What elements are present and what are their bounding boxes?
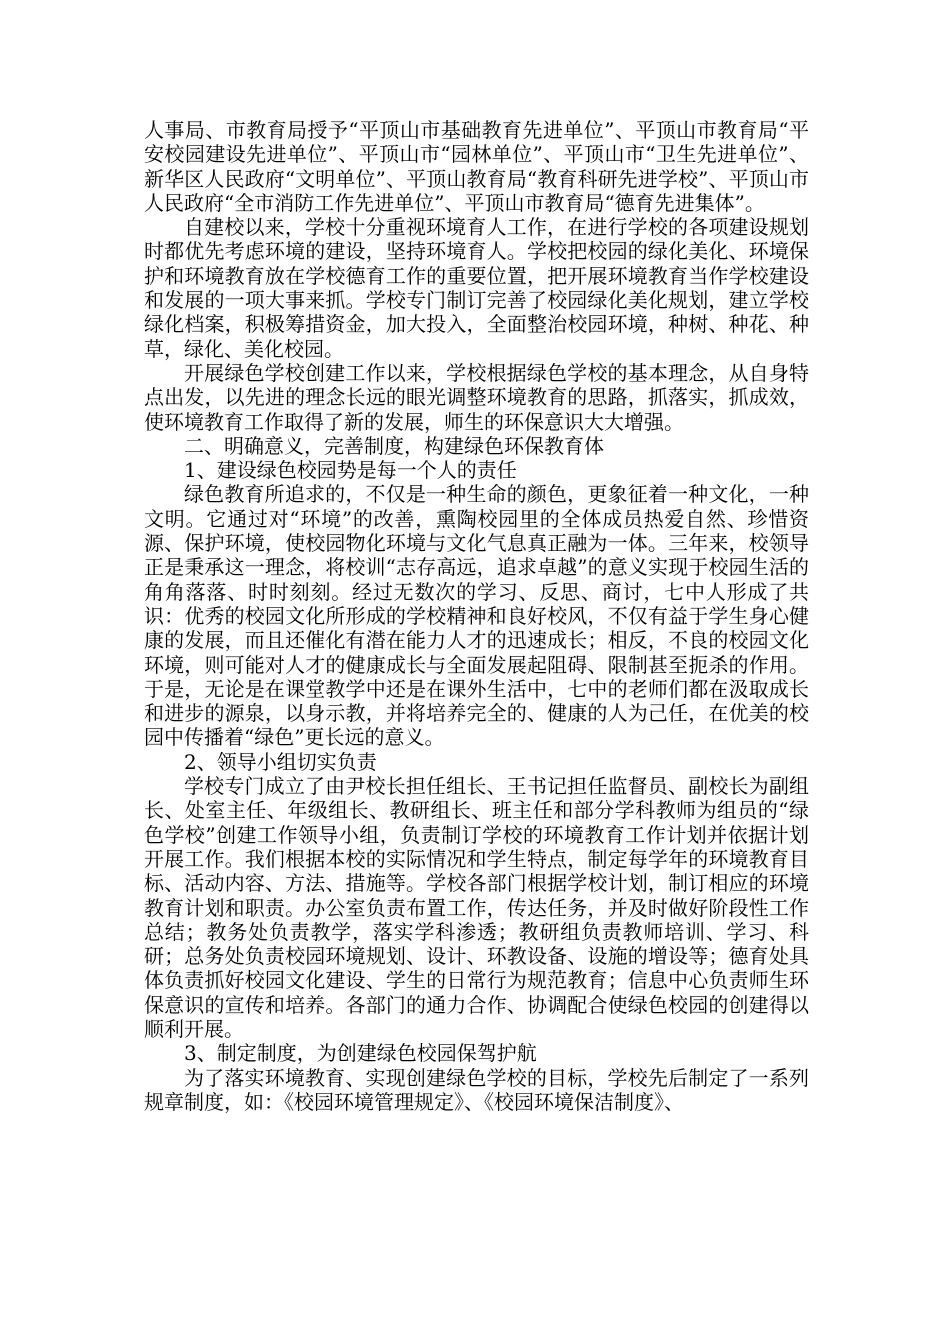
section-heading: 二、明确意义，完善制度，构建绿色环保教育体 [184, 433, 604, 458]
subsection-heading: 2、领导小组切实负责 [184, 749, 377, 774]
subsection-heading: 1、建设绿色校园势是每一个人的责任 [184, 458, 517, 483]
paragraph: 人事局、市教育局授予“平顶山市基础教育先进单位”、平顶山市教育局“平安校园建设先进单位”、平顶山市“园林单位”、平顶山市“卫生先进单位”、新华区人民政府“文明单位”、平顶山教育局“教育科研先进学校”、平顶山市人民政府“全市消防工作先进单位”、平顶山市教育局“德育先进集体”。 [144, 118, 809, 215]
document-body [144, 118, 809, 1114]
paragraph: 学校专门成立了由尹校长担任组长、王书记担任监督员、副校长为副组长、处室主任、年级组长、教研组长、班主任和部分学科教师为组员的“绿色学校”创建工作领导小组，负责制订学校的环境教育工作计划并依据计划开展工作。我们根据本校的实际情况和学生特点，制定每学年的环境教育目标、活动内容、方法、措施等。学校各部门根据学校计划，制订相应的环境教育计划和职责。办公室负责布置工作，传达任务，并及时做好阶段性工作总结；教务处负责教学，落实学科渗透；教研组负责教师培训、学习、科研；总务处负责校园环境规划、设计、环教设备、设施的增设等；德育处具体负责抓好校园文化建设、学生的日常行为规范教育；信息中心负责师生环保意识的宣传和培养。各部门的通力合作、协调配合使绿色校园的创建得以顺利开展。 [144, 774, 809, 1041]
paragraph: 绿色教育所追求的，不仅是一种生命的颜色，更象征着一种文化，一种文明。它通过对“环境”的改善，熏陶校园里的全体成员热爱自然、珍惜资源、保护环境，使校园物化环境与文化气息真正融为一体。三年来，校领导正是秉承这一理念，将校训“志存高远，追求卓越”的意义实现于校园生活的角角落落、时时刻刻。经过无数次的学习、反思、商讨，七中人形成了共识：优秀的校园文化所形成的学校精神和良好校风，不仅有益于学生身心健康的发展，而且还催化有潜在能力人才的迅速成长；相反，不良的校园文化环境，则可能对人才的健康成长与全面发展起阻碍、限制甚至扼杀的作用。于是，无论是在课堂教学中还是在课外生活中，七中的老师们都在汲取成长和进步的源泉，以身示教，并将培养完全的、健康的人为己任，在优美的校园中传播着“绿色”更长远的意义。 [144, 482, 809, 750]
subsection-heading: 3、制定制度，为创建绿色校园保驾护航 [184, 1041, 537, 1066]
paragraph: 开展绿色学校创建工作以来，学校根据绿色学校的基本理念，从自身特点出发，以先进的理念长远的眼光调整环境教育的思路，抓落实，抓成效，使环境教育工作取得了新的发展，师生的环保意识大大增强。 [144, 360, 809, 434]
paragraph: 为了落实环境教育、实现创建绿色学校的目标，学校先后制定了一系列规章制度，如：《校园环境管理规定》、《校园环境保洁制度》、 [144, 1065, 809, 1114]
paragraph: 自建校以来，学校十分重视环境育人工作，在进行学校的各项建设规划时都优先考虑环境的建设，坚持环境育人。学校把校园的绿化美化、环境保护和环境教育放在学校德育工作的重要位置，把开展环境教育当作学校建设和发展的一项大事来抓。学校专门制订完善了校园绿化美化规划，建立学校绿化档案，积极筹措资金，加大投入，全面整治校园环境，种树、种花、种草，绿化、美化校园。 [144, 215, 809, 361]
